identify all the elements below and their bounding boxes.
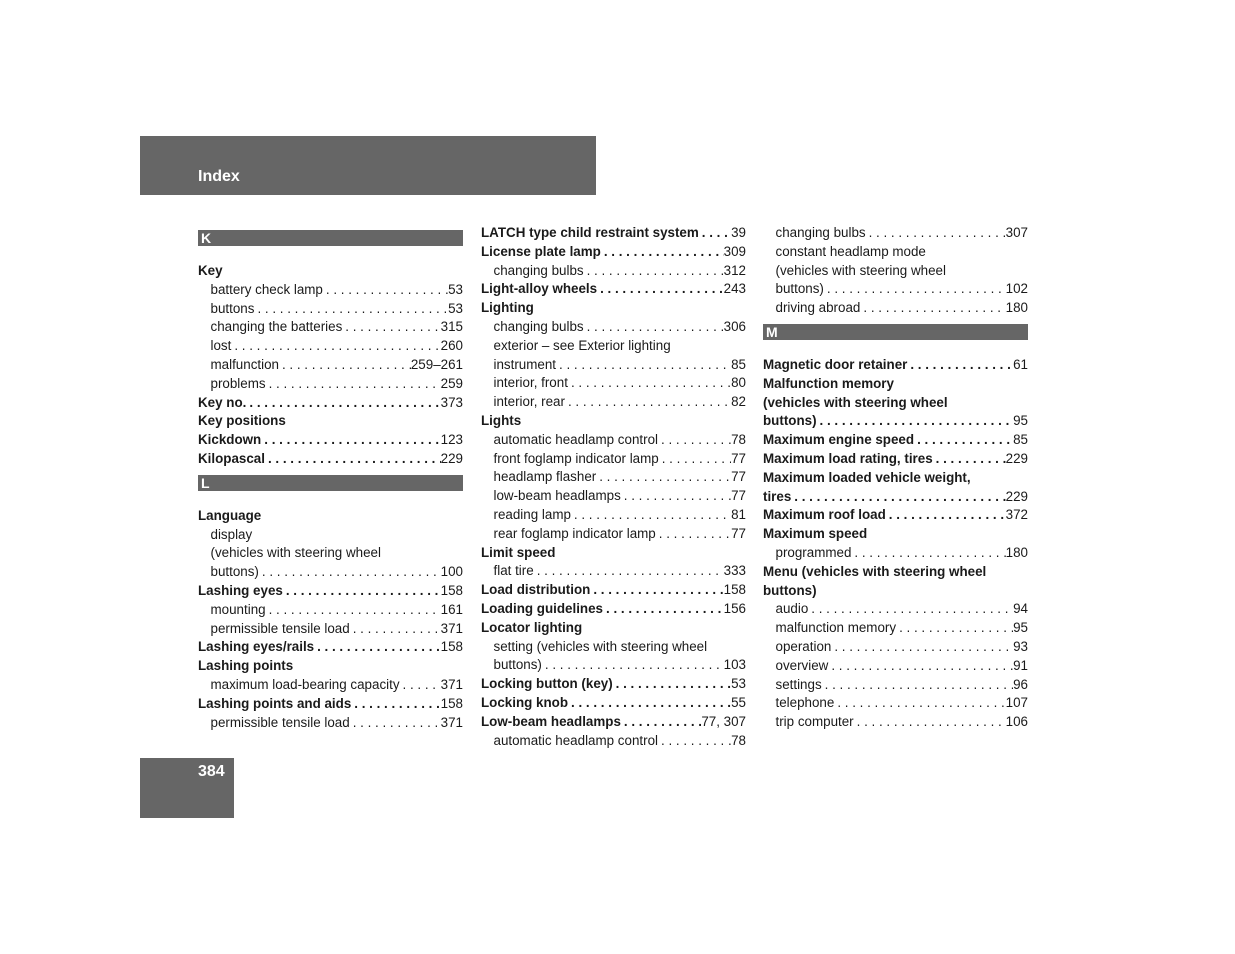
dot-leader [621,487,731,506]
index-subentry [763,713,1028,732]
dot-leader [266,601,441,620]
page-reference: 333 [723,563,746,579]
dot-leader [834,694,1005,713]
page-reference: 229 [1005,488,1028,504]
page-reference: 309 [723,243,746,259]
dot-leader [621,713,701,732]
entry-text: programmed [775,544,852,560]
index-entry [481,224,746,243]
index-subentry [481,262,746,281]
index-subentry [481,525,746,544]
dot-leader [791,488,1005,507]
entry-text: changing bulbs [775,225,866,240]
dot-leader [824,280,1006,299]
entry-text: reading lamp [493,506,571,522]
index-subentry [481,431,746,450]
index-entry [481,544,746,563]
dot-leader [896,619,1013,638]
dot-leader [659,450,731,469]
index-entry [763,356,1028,375]
entry-text: Loading guidelines [481,600,604,616]
page-reference: 307 [1005,225,1028,240]
page-reference: 229 [1005,450,1028,466]
page-reference: 77 [731,488,746,504]
index-subentry [481,562,746,581]
index-subentry [198,601,463,620]
page-reference: 158 [440,695,463,711]
dot-leader [596,468,731,487]
dot-leader [556,356,731,375]
entry-text: buttons [210,300,255,316]
dot-leader [817,412,1014,431]
entry-text: Key no. [198,394,247,410]
entry-text: Lights [481,412,522,428]
dot-leader [601,243,724,262]
section-letter-bar: M [763,324,1028,340]
index-entry [481,713,746,732]
entry-text: headlamp flasher [493,469,597,485]
page-reference: 243 [723,281,746,297]
page-reference: 260 [440,338,463,354]
entry-text: Maximum engine speed [763,432,915,448]
entry-text: maximum load-bearing capacity [210,676,400,692]
index-subentry [763,243,1028,262]
index-column-2 [481,224,746,750]
dot-leader [831,638,1013,657]
page-reference: 158 [440,639,463,655]
entry-text: low-beam headlamps [493,488,621,504]
entry-text: audio [775,601,809,617]
dot-leader [851,544,1005,563]
index-entry [198,262,463,281]
index-entry [481,600,746,619]
page-reference: 158 [440,582,463,598]
entry-text: overview [775,657,829,673]
dot-leader [231,337,440,356]
dot-leader [860,299,1005,318]
page-reference: 78 [731,732,746,748]
page-reference: 95 [1013,620,1028,636]
index-subentry [198,337,463,356]
index-subentry [481,393,746,412]
entry-text: buttons) [493,657,542,673]
entry-text: telephone [775,695,835,711]
page-reference: 94 [1013,601,1028,617]
index-subentry [481,506,746,525]
index-subentry [763,299,1028,318]
entry-text: battery check lamp [210,281,323,297]
dot-leader [254,300,448,319]
page-reference: 229 [440,450,463,466]
page-reference: 259 [440,375,463,391]
entry-text: LATCH type child restraint system [481,225,699,240]
index-entry [198,394,463,413]
section-letter-bar: L [198,475,463,491]
entry-text: Key [198,263,223,278]
page-reference: 85 [731,356,746,372]
index-entry [763,506,1028,525]
index-subentry [481,318,746,337]
index-entry [763,488,1028,507]
entry-text: changing bulbs [493,262,584,278]
entry-text: driving abroad [775,300,861,316]
dot-leader [323,281,448,300]
page-reference: 77 [731,525,746,541]
entry-text: Lashing eyes [198,582,283,598]
index-subentry [763,280,1028,299]
dot-leader [246,394,440,413]
index-subentry [198,714,463,733]
page-reference: 81 [731,506,746,522]
entry-text: permissible tensile load [210,620,350,636]
index-entry [198,507,463,526]
index-subentry [481,374,746,393]
page-reference: 371 [440,620,463,636]
index-entry [481,581,746,600]
index-subentry [763,676,1028,695]
entry-text: (vehicles with steering wheel [775,262,946,278]
entry-text: interior, rear [493,394,565,410]
header-bar [140,136,596,195]
page-reference: 78 [731,431,746,447]
entry-text: automatic headlamp control [493,732,658,748]
index-subentry [481,468,746,487]
page-title: Index [198,168,240,185]
dot-leader [699,224,731,243]
index-subentry [198,300,463,319]
entry-text: buttons) [210,564,259,580]
dot-leader [259,563,441,582]
page-reference: 95 [1013,413,1028,429]
dot-leader [350,714,441,733]
entry-text: changing bulbs [493,318,584,334]
index-subentry [481,356,746,375]
index-entry [763,525,1028,544]
entry-text: automatic headlamp control [493,431,658,447]
entry-text: changing the batteries [210,319,343,335]
page-reference: 306 [723,318,746,334]
page-reference: 158 [723,582,746,598]
index-subentry [763,694,1028,713]
index-subentry [198,356,463,375]
entry-text: Menu (vehicles with steering wheel [763,563,987,579]
dot-leader [584,262,724,281]
index-entry [763,582,1028,601]
dot-leader [866,224,1006,243]
index-subentry [481,638,746,657]
dot-leader [808,600,1013,619]
dot-leader [658,732,731,751]
dot-leader [350,620,441,639]
dot-leader [400,676,441,695]
entry-text: Lashing points [198,658,294,674]
entry-text: Malfunction memory [763,375,894,391]
dot-leader [933,450,1006,469]
entry-text: settings [775,676,822,692]
dot-leader [907,356,1013,375]
entry-text: malfunction memory [775,620,897,636]
index-subentry [763,544,1028,563]
section-letter-bar: K [198,230,463,246]
index-subentry [198,620,463,639]
page-reference: 61 [1013,356,1028,372]
index-entry [763,469,1028,488]
page-reference: 123 [440,432,463,448]
page-reference: 93 [1013,638,1028,654]
index-subentry [198,544,463,563]
index-entry [198,412,463,431]
entry-text: Maximum speed [763,526,868,542]
page-reference: 371 [440,714,463,730]
index-entry [481,675,746,694]
index-subentry [198,281,463,300]
index-entry [763,450,1028,469]
index-subentry [763,657,1028,676]
dot-leader [656,525,731,544]
entry-text: Locking knob [481,694,569,710]
entry-text: buttons) [763,582,817,598]
dot-leader [613,675,731,694]
index-entry [198,582,463,601]
entry-text: display [210,526,253,542]
dot-leader [565,393,731,412]
page-reference: 312 [723,262,746,278]
index-subentry [198,676,463,695]
index-entry [481,243,746,262]
index-subentry [763,224,1028,243]
page-number: 384 [198,763,225,780]
page-reference: 53 [448,300,463,316]
page-reference: 96 [1013,676,1028,692]
page-reference: 107 [1005,695,1028,711]
entry-text: Kickdown [198,432,262,448]
entry-text: License plate lamp [481,243,601,259]
index-subentry [763,638,1028,657]
page-reference: 102 [1005,281,1028,297]
page-reference: 82 [731,394,746,410]
dot-leader [822,676,1013,695]
index-subentry [198,375,463,394]
page-reference: 372 [1005,507,1028,523]
entry-text: front foglamp indicator lamp [493,450,659,466]
entry-text: Magnetic door retainer [763,356,908,372]
page-reference: 77, 307 [701,713,746,729]
entry-text: mounting [210,601,266,617]
index-subentry [198,563,463,582]
entry-text: exterior – see Exterior lighting [493,337,671,353]
entry-text: Maximum roof load [763,507,886,523]
entry-text: trip computer [775,714,854,730]
page-reference: 85 [1013,432,1028,448]
entry-text: instrument [493,356,557,372]
page-reference: 39 [731,225,746,240]
entry-text: Low-beam headlamps [481,713,621,729]
page-reference: 77 [731,469,746,485]
page-reference: 103 [723,657,746,673]
page-reference: 373 [440,394,463,410]
entry-text: Maximum load rating, tires [763,450,933,466]
index-subentry [763,600,1028,619]
index-entry [763,563,1028,582]
index-subentry [481,656,746,675]
dot-leader [914,431,1013,450]
page-reference: 106 [1005,714,1028,730]
dot-leader [828,657,1013,676]
entry-text: (vehicles with steering wheel [210,545,381,561]
dot-leader [314,638,441,657]
index-subentry [481,487,746,506]
dot-leader [571,506,731,525]
dot-leader [261,431,440,450]
dot-leader [658,431,731,450]
index-entry [763,394,1028,413]
index-subentry [763,619,1028,638]
entry-text: problems [210,375,266,391]
entry-text: Lashing eyes/rails [198,639,315,655]
page-reference: 156 [723,600,746,616]
page-reference: 180 [1005,300,1028,316]
dot-leader [351,695,440,714]
index-subentry [481,450,746,469]
index-entry [198,431,463,450]
dot-leader [597,280,724,299]
dot-leader [854,713,1006,732]
page-reference: 180 [1005,544,1028,560]
dot-leader [279,356,411,375]
dot-leader [584,318,724,337]
entry-text: Key positions [198,413,286,429]
dot-leader [590,581,723,600]
page-reference: 80 [731,375,746,391]
entry-text: Lighting [481,300,534,316]
entry-text: constant headlamp mode [775,243,926,259]
dot-leader [265,450,441,469]
entry-text: rear foglamp indicator lamp [493,525,656,541]
dot-leader [283,582,441,601]
index-subentry [481,732,746,751]
entry-text: (vehicles with steering wheel [763,394,948,410]
entry-text: permissible tensile load [210,714,350,730]
index-subentry [198,318,463,337]
index-subentry [763,262,1028,281]
page-reference: 91 [1013,657,1028,673]
dot-leader [886,506,1006,525]
index-entry [481,280,746,299]
index-entry [481,412,746,431]
entry-text: tires [763,488,792,504]
dot-leader [534,562,724,581]
page-reference: 100 [440,564,463,580]
dot-leader [542,656,724,675]
dot-leader [342,318,440,337]
entry-text: lost [210,338,232,354]
index-entry [198,450,463,469]
index-entry [481,694,746,713]
page-reference: 53 [448,281,463,297]
entry-text: flat tire [493,563,534,579]
index-column-1 [198,224,463,732]
index-entry [198,657,463,676]
entry-text: Maximum loaded vehicle weight, [763,469,971,485]
index-entry [763,412,1028,431]
page-reference: 371 [440,676,463,692]
index-subentry [481,337,746,356]
index-entry [481,299,746,318]
entry-text: Lashing points and aids [198,695,352,711]
entry-text: buttons) [775,281,824,297]
index-entry [198,695,463,714]
entry-text: Language [198,507,262,523]
index-column-3 [763,224,1028,732]
entry-text: malfunction [210,356,279,372]
index-entry [763,431,1028,450]
page-reference: 161 [440,601,463,617]
entry-text: interior, front [493,375,568,391]
entry-text: Load distribution [481,582,591,598]
index-subentry [198,526,463,545]
entry-text: Light-alloy wheels [481,281,598,297]
dot-leader [266,375,441,394]
entry-text: Locator lighting [481,619,583,635]
page-reference: 55 [731,694,746,710]
page-reference: 53 [731,676,746,692]
index-entry [481,619,746,638]
dot-leader [568,694,731,713]
entry-text: setting (vehicles with steering wheel [493,638,708,654]
entry-text: Limit speed [481,544,556,560]
dot-leader [568,374,731,393]
index-entry [198,638,463,657]
entry-text: Locking button (key) [481,676,613,692]
dot-leader [603,600,724,619]
page-reference: 315 [440,319,463,335]
index-entry [763,375,1028,394]
entry-text: operation [775,638,832,654]
entry-text: Kilopascal [198,450,265,466]
page-reference: 259–261 [410,356,463,372]
entry-text: buttons) [763,413,817,429]
page-reference: 77 [731,450,746,466]
page-number-box [140,758,234,818]
